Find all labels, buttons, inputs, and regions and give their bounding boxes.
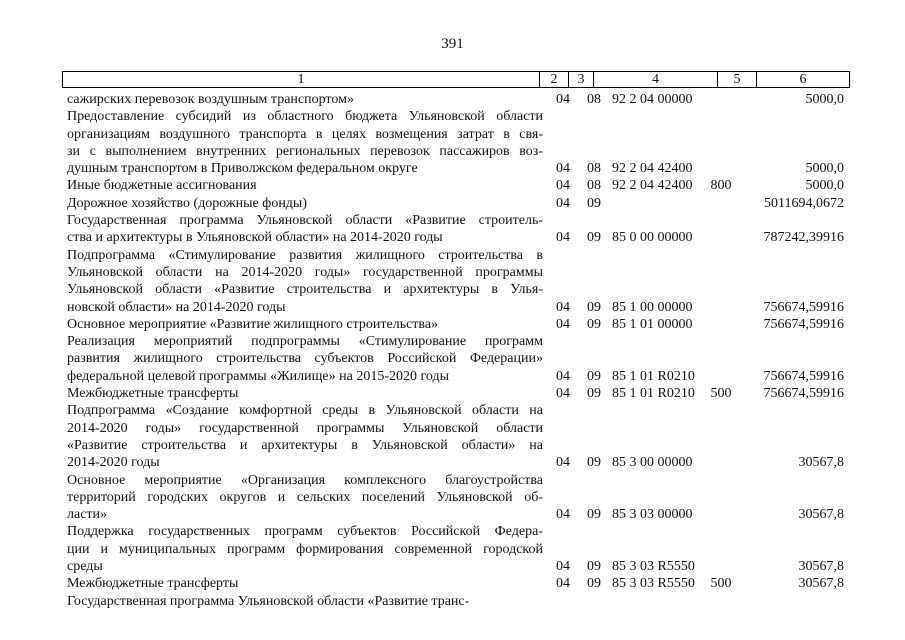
description-line: Иные бюджетные ассигнования [67, 178, 257, 194]
description-line: новской области» на 2014-2020 годы [67, 299, 286, 315]
row-codes [0, 299, 905, 316]
table-row [0, 472, 905, 524]
amount: 30567,8 [798, 576, 844, 592]
description-line: Ульяновской области «Развитие строительства и архитектуры в Улья- [67, 282, 543, 298]
table-row [0, 195, 905, 212]
subsection-code: 09 [587, 559, 601, 575]
target-article-code: 85 0 00 00000 [612, 230, 693, 246]
section-code: 04 [556, 230, 570, 246]
description-line: 2014-2020 годы [67, 455, 160, 471]
header-col-3: 3 [569, 72, 594, 87]
table-row [0, 316, 905, 333]
description-line: ции и муниципальных программ формирования современной городской [67, 541, 543, 557]
subsection-code: 09 [587, 195, 601, 211]
subsection-code: 09 [587, 386, 601, 402]
row-codes [0, 593, 905, 610]
description-line: сажирских перевозок воздушным транспортом» [67, 92, 354, 107]
description-line: территорий городских округов и сельских поселений Ульяновской об- [67, 489, 543, 505]
table-row [0, 177, 905, 194]
expense-type-code: 500 [710, 386, 732, 402]
subsection-code: 09 [587, 455, 601, 471]
description-line: 2014-2020 годы» государственной программы Ульяновской области [67, 420, 543, 436]
subsection-code: 09 [587, 316, 601, 332]
description-line: Реализация мероприятий подпрограммы «Стимулирование программ [67, 334, 543, 350]
description-line: Предоставление субсидий из областного бюджета Ульяновской области [67, 109, 543, 125]
table-body [0, 91, 905, 610]
subsection-code: 09 [587, 507, 601, 523]
description-line: Дорожное хозяйство (дорожные фонды) [67, 195, 308, 211]
table-row [0, 593, 905, 610]
description-line: Основное мероприятие «Развитие жилищного строительства» [67, 316, 439, 332]
subsection-code: 08 [587, 178, 601, 194]
header-col-1: 1 [63, 72, 540, 87]
description-line: Межбюджетные трансферты [67, 576, 239, 592]
table-row [0, 402, 905, 471]
target-article-code: 85 3 03 R5550 [612, 576, 695, 592]
target-article-code: 92 2 04 00000 [612, 92, 693, 107]
subsection-code: 08 [587, 161, 601, 177]
description-line: ласти» [67, 507, 108, 523]
row-codes [0, 506, 905, 523]
description-line: Подпрограмма «Стимулирование развития жилищного строительства в [67, 247, 543, 263]
page-number: 391 [441, 36, 464, 52]
description-line: душным транспортом в Приволжском федеральном округе [67, 161, 418, 177]
amount: 756674,59916 [763, 386, 844, 402]
target-article-code: 85 1 01 R0210 [612, 386, 695, 402]
target-article-code: 92 2 04 42400 [612, 178, 693, 194]
amount: 5000,0 [805, 161, 844, 177]
description-line: Подпрограмма «Создание комфортной среды в Ульяновской области на [67, 403, 543, 419]
description-line: федеральной целевой программы «Жилище» на 2015-2020 годы [67, 368, 450, 384]
amount: 756674,59916 [763, 316, 844, 332]
description-line: среды [67, 559, 103, 575]
row-codes [0, 316, 905, 333]
row-codes [0, 575, 905, 592]
description-line: развития жилищного строительства субъектов Российской Федерации» [67, 351, 543, 367]
table-header [62, 71, 850, 88]
description-line: Ульяновской области на 2014-2020 годы» государственной программы [67, 264, 543, 280]
subsection-code: 09 [587, 368, 601, 384]
section-code: 04 [556, 455, 570, 471]
row-codes [0, 91, 905, 108]
section-code: 04 [556, 559, 570, 575]
amount: 30567,8 [798, 559, 844, 575]
table-row [0, 333, 905, 385]
amount: 5011694,0672 [764, 195, 844, 211]
section-code: 04 [556, 386, 570, 402]
amount: 756674,59916 [763, 299, 844, 315]
subsection-code: 09 [587, 230, 601, 246]
row-codes [0, 454, 905, 471]
section-code: 04 [556, 576, 570, 592]
description-line: Основное мероприятие «Организация комплексного благоустройства [67, 472, 543, 488]
target-article-code: 85 3 03 R5550 [612, 559, 695, 575]
section-code: 04 [556, 92, 570, 107]
section-code: 04 [556, 178, 570, 194]
row-codes [0, 177, 905, 194]
subsection-code: 09 [587, 299, 601, 315]
header-col-2: 2 [540, 72, 569, 87]
description-line: ства и архитектуры в Ульяновской области» на 2014-2020 годы [67, 230, 443, 246]
amount: 5000,0 [805, 178, 844, 194]
table-row [0, 385, 905, 402]
target-article-code: 85 1 01 R0210 [612, 368, 695, 384]
table-row [0, 108, 905, 177]
section-code: 04 [556, 195, 570, 211]
amount: 30567,8 [798, 507, 844, 523]
row-codes [0, 229, 905, 246]
amount: 787242,39916 [763, 230, 844, 246]
expense-type-code: 800 [710, 178, 732, 194]
amount: 756674,59916 [763, 368, 844, 384]
target-article-code: 85 1 01 00000 [612, 316, 693, 332]
description-line: Государственная программа Ульяновской области «Развитие транс- [67, 593, 470, 609]
header-col-6: 6 [799, 72, 807, 87]
section-code: 04 [556, 368, 570, 384]
amount: 5000,0 [805, 92, 844, 107]
amount: 30567,8 [798, 455, 844, 471]
section-code: 04 [556, 299, 570, 315]
subsection-code: 09 [587, 576, 601, 592]
description-line: зи с выполнением внутренних региональных перевозок пассажиров воз- [67, 143, 543, 159]
description-line: Поддержка государственных программ субъектов Российской Федера- [67, 524, 543, 540]
table-row [0, 212, 905, 247]
row-codes [0, 368, 905, 385]
section-code: 04 [556, 161, 570, 177]
description-line: организациям воздушного транспорта в целях возмещения затрат в свя- [67, 126, 543, 142]
row-codes [0, 385, 905, 402]
header-col-4: 4 [594, 72, 718, 87]
table-row [0, 575, 905, 592]
target-article-code: 92 2 04 42400 [612, 161, 693, 177]
target-article-code: 85 1 00 00000 [612, 299, 693, 315]
row-codes [0, 160, 905, 177]
description-line: «Развитие строительства и архитектуры в Ульяновской области» на [67, 437, 543, 453]
row-codes [0, 195, 905, 212]
target-article-code: 85 3 03 00000 [612, 507, 693, 523]
description-line: Межбюджетные трансферты [67, 386, 239, 402]
section-code: 04 [556, 507, 570, 523]
row-codes [0, 558, 905, 575]
section-code: 04 [556, 316, 570, 332]
expense-type-code: 500 [710, 576, 732, 592]
target-article-code: 85 3 00 00000 [612, 455, 693, 471]
table-row [0, 247, 905, 316]
table-row [0, 91, 905, 108]
subsection-code: 08 [587, 92, 601, 107]
description-line: Государственная программа Ульяновской области «Развитие строитель- [67, 213, 543, 229]
header-col-5: 5 [718, 72, 757, 87]
table-row [0, 523, 905, 575]
